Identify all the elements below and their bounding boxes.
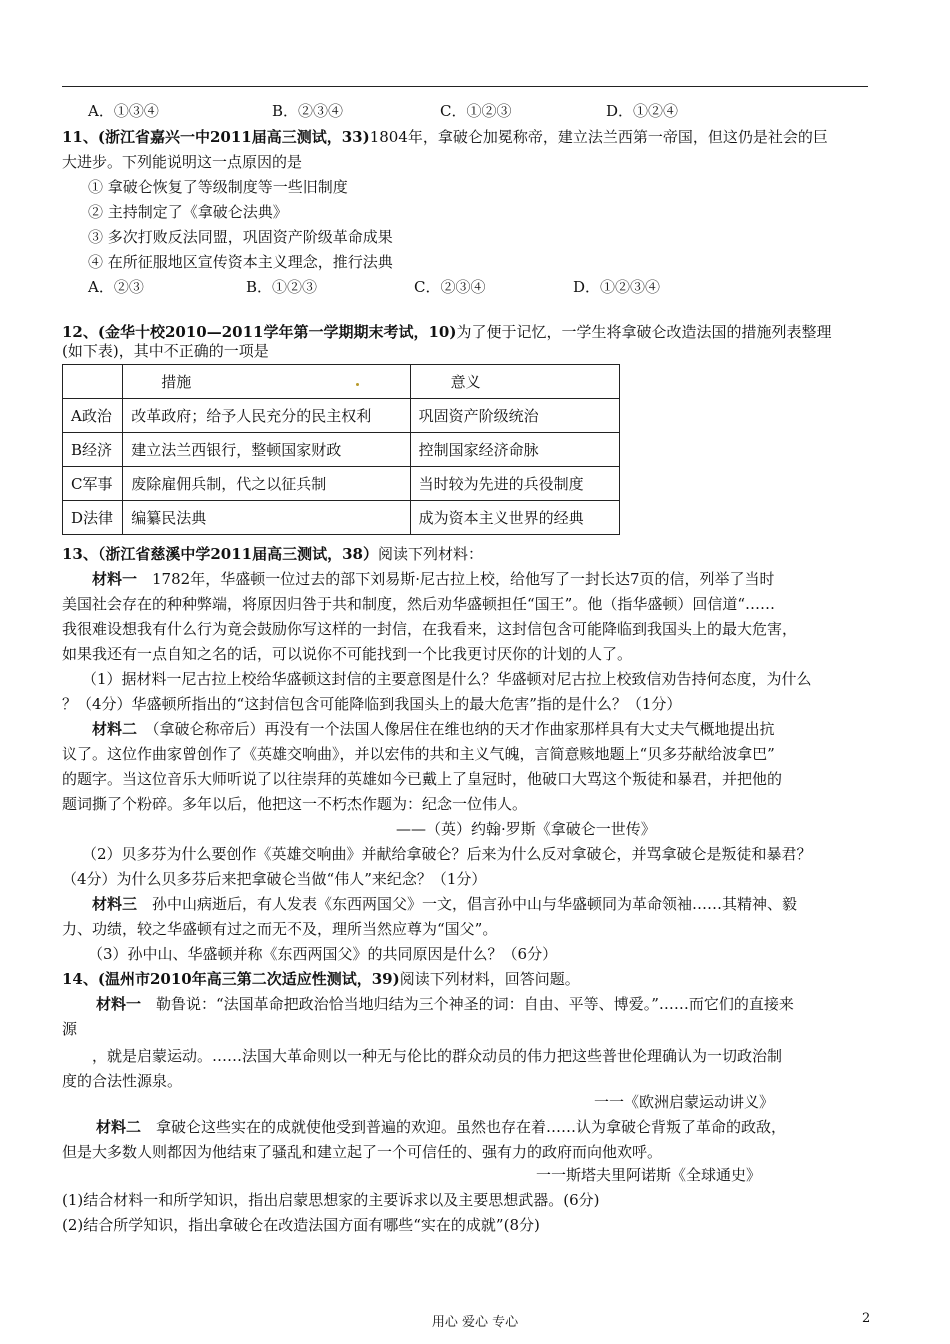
q13-m2-line2: 议了。这位作曲家曾创作了《英雄交响曲》，并以宏伟的共和主义气魄，言简意赅地题上“贝多芬献给波拿巴” [62,745,775,763]
page-footer: 用心 爱心 专心 [431,1315,519,1330]
table-header-row [63,365,620,399]
stray-dot [356,383,359,386]
q13-m1-line2: 美国社会存在的种种弊端，将原因归咎于共和制度，然后劝华盛顿担任“国王”。他（指华盛顿）回信道“…… [62,595,776,613]
q14-m1-line4: 度的合法性源泉。 [62,1072,183,1090]
q11-option-a: A．②③ [88,278,144,296]
q13-m3-line1: 材料三 孙中山病逝后，有人发表《东西两国父》一文，倡言孙中山与华盛顿同为革命领袖……其精神、毅 [92,895,798,913]
table-header-cell: 意义 [410,365,619,399]
table-row [63,433,620,467]
q13-m2-line3: 的题字。当这位音乐大师听说了以往崇拜的英雄如今已戴上了皇冠时，他破口大骂这个叛徒和暴君，并把他的 [62,770,783,788]
table-header-cell: 措施 [123,365,410,399]
q11-item-2: ② 主持制定了《拿破仑法典》 [88,203,288,221]
q11-item-4: ④ 在所征服地区宣传资本主义理念，推行法典 [88,253,393,271]
q13-q1-line2: ？（4分）华盛顿所指出的“这封信包含可能降临到我国头上的最大危害”指的是什么？（1分） [62,695,682,713]
q14-heading: 14、(温州市2010年高三第二次适应性测试，39)阅读下列材料，回答问题。 [62,970,580,988]
measures-table [62,364,620,535]
table-row [63,467,620,501]
q11-item-3: ③ 多次打败反法同盟，巩固资产阶级革命成果 [88,228,393,246]
q14-m1-line3: ，就是启蒙运动。……法国大革命则以一种无与伦比的群众动员的伟力把这些普世伦理确认为一切政治制 [92,1047,783,1065]
table-cell: D法律 [63,501,123,535]
table-cell: B经济 [63,433,123,467]
table-cell: A政治 [63,399,123,433]
q14-m2-line2: 但是大多数人则都因为他结束了骚乱和建立起了一个可信任的、强有力的政府而向他欢呼。 [62,1143,663,1161]
q12-line1: 12、(金华十校2010—2011学年第一学期期末考试，10)为了便于记忆，一学生将拿破仑改造法国的措施列表整理 [62,323,832,341]
q14-q1: (1)结合材料一和所学知识，指出启蒙思想家的主要诉求以及主要思想武器。(6分) [62,1191,600,1209]
q14-source: 14、(温州市2010年高三第二次适应性测试，39) [62,970,400,988]
option-d: D．①②④ [606,102,679,120]
q11-option-d: D．①②③④ [573,278,661,296]
q13-m2-line4: 题词撕了个粉碎。多年以后，他把这一不朽杰作题为：纪念一位伟人。 [62,795,528,813]
table-cell: C军事 [63,467,123,501]
q14-m1-source: 一一《欧洲启蒙运动讲义》 [594,1093,775,1111]
q11-item-1: ① 拿破仑恢复了等级制度等一些旧制度 [88,178,348,196]
q13-m1-line1: 材料一 1782年，华盛顿一位过去的部下刘易斯·尼古拉上校，给他写了一封长达7页的信，列举了当时 [92,570,775,588]
q11-line2: 大进步。下列能说明这一点原因的是 [62,153,303,171]
q13-heading: 13、（浙江省慈溪中学2011届高三测试，38）阅读下列材料： [62,545,484,563]
q14-m1-line1: 材料一 勒鲁说：“法国革命把政治恰当地归结为三个神圣的词：自由、平等、博爱。”……而它们的直接来 [96,995,794,1013]
q11-line1: 11、(浙江省嘉兴一中2011届高三测试，33)1804年，拿破仑加冕称帝，建立法兰西第一帝国，但这仍是社会的巨 [62,128,828,146]
table-cell: 改革政府；给予人民充分的民主权利 [123,399,410,433]
table-row [63,399,620,433]
option-a: A．①③④ [88,102,159,120]
q11-source: 11、(浙江省嘉兴一中2011届高三测试，33) [62,128,370,146]
q14-m2-line1: 材料二 拿破仑这些实在的成就使他受到普遍的欢迎。虽然也存在着……认为拿破仑背叛了革命的政敌， [96,1118,787,1136]
q11-option-c: C．②③④ [414,278,486,296]
q13-m1-line4: 如果我还有一点自知之名的话，可以说你不可能找到一个比我更讨厌你的计划的人了。 [62,645,633,663]
q14-m2-source: 一一斯塔夫里阿诺斯《全球通史》 [536,1166,762,1184]
q13-m1-line3: 我很难设想我有什么行为竟会鼓励你写这样的一封信，在我看来，这封信包含可能降临到我国头上的最大危害， [62,620,798,638]
q12-source: 12、(金华十校2010—2011学年第一学期期末考试，10) [62,323,457,341]
table-cell: 巩固资产阶级统治 [410,399,619,433]
q14-m1-line2: 源 [62,1020,78,1038]
q13-q3: （3）孙中山、华盛顿并称《东西两国父》的共同原因是什么？（6分） [88,945,558,963]
page-number: 2 [862,1311,871,1326]
q13-m3-line2: 力、功绩，较之华盛顿有过之而无不及，理所当然应尊为“国父”。 [62,920,498,938]
table-cell: 控制国家经济命脉 [410,433,619,467]
q13-q1-line1: （1）据材料一尼古拉上校给华盛顿这封信的主要意图是什么？华盛顿对尼古拉上校致信劝告持何态度，为什么 [82,670,812,688]
q11-option-b: B．①②③ [246,278,318,296]
q14-q2: (2)结合所学知识，指出拿破仑在改造法国方面有哪些“实在的成就”(8分) [62,1216,540,1234]
table-cell: 当时较为先进的兵役制度 [410,467,619,501]
q13-m2-source: ——（英）约翰·罗斯《拿破仑一世传》 [396,820,656,838]
q13-source: 13、（浙江省慈溪中学2011届高三测试，38） [62,545,378,563]
table-cell: 编纂民法典 [123,501,410,535]
q13-m2-line1: 材料二 （拿破仑称帝后）再没有一个法国人像居住在维也纳的天才作曲家那样具有大丈夫气概地提出抗 [92,720,775,738]
table-row [63,501,620,535]
option-c: C．①②③ [440,102,512,120]
q12-line2: (如下表)，其中不正确的一项是 [62,342,269,360]
q13-q2-line2: （4分）为什么贝多芬后来把拿破仑当做“伟人”来纪念？（1分） [62,870,487,888]
q13-q2-line1: （2）贝多芬为什么要创作《英雄交响曲》并献给拿破仑？后来为什么反对拿破仑，并骂拿破仑是叛徒和暴君？ [82,845,812,863]
header-rule [62,86,868,87]
table-cell: 成为资本主义世界的经典 [410,501,619,535]
table-header-cell [63,365,123,399]
option-b: B．②③④ [272,102,344,120]
table-cell: 建立法兰西银行，整顿国家财政 [123,433,410,467]
table-cell: 废除雇佣兵制，代之以征兵制 [123,467,410,501]
